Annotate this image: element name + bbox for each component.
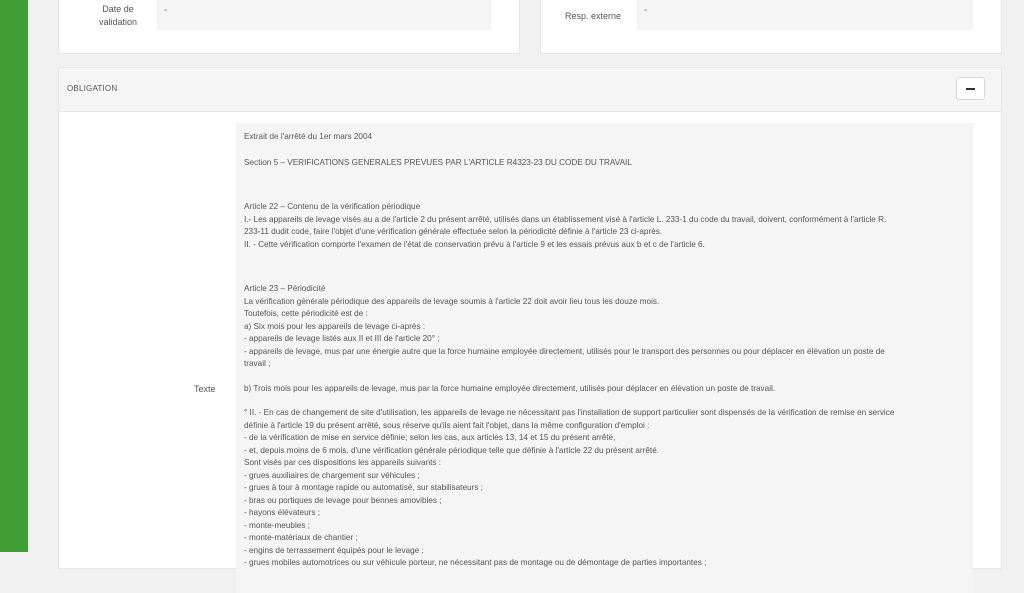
text-line: - grues mobiles automotrices ou sur véhicule porteur, ne nécessitant pas de montage ou de démontage de parties importantes ; [244, 558, 707, 567]
text-line: - monte-meubles ; [244, 520, 310, 530]
text-line: - grues à tour à montage rapide ou automatisé, sur stabilisateurs ; [244, 483, 483, 492]
collapse-button[interactable] [956, 77, 985, 100]
text-line: La vérification générale périodique des appareils de levage soumis à l'article 22 doit avoir lieu tous les douze mois. [244, 296, 660, 306]
obligation-header [59, 68, 1001, 112]
text-line: - et, depuis moins de 6 mois, d'une vérification générale périodique telle que définie à l'article 22 du présent arrêté. [244, 445, 660, 455]
validation-date-value: - [157, 0, 491, 30]
text-line: 233-11 dudit code, faire l'objet d'une vérification générale effectuée selon la périodicité définie à l'article 23 ci-après. [244, 227, 663, 236]
obligation-text-area [236, 123, 973, 593]
text-line: I.- Les appareils de levage visés au a de l'article 2 du présent arrêté, utilisés dans un établissement visé à l'article L. 233-1 du code du travail, doivent, conformément à l'article R. [244, 214, 887, 224]
minus-icon [966, 88, 975, 90]
text-line: Section 5 – VERIFICATIONS GENERALES PREVUES PAR L'ARTICLE R4323-23 DU CODE DU TRAVAIL [244, 157, 632, 167]
text-line: - engins de terrassement équipés pour le levage ; [244, 545, 424, 555]
text-line: b) Trois mois pour les appareils de levage, mus par la force humaine employée directement, utilisés pour déplacer en élévation un poste de travail. [244, 383, 776, 393]
text-line: définie à l'article 19 du présent arrêté, sous réserve qu'ils aient fait l'objet, dans la même configuration d'emploi : [244, 420, 650, 430]
text-line: Toutefois, cette périodicité est de : [244, 309, 368, 318]
left-accent-bar [0, 0, 28, 552]
text-line: - bras ou portiques de levage pour bennes amovibles ; [244, 495, 442, 505]
text-line: - appareils de levage listés aux II et III de l'article 20° ; [244, 334, 440, 343]
text-line: a) Six mois pour les appareils de levage ci-après : [244, 321, 426, 331]
texte-label: Texte [194, 384, 216, 394]
obligation-panel [58, 67, 1002, 569]
external-resp-card [540, 0, 1002, 54]
external-resp-value: - [637, 0, 973, 30]
validation-date-card [58, 0, 520, 54]
text-line: II. - Cette vérification comporte l'examen de l'état de conservation prévu à l'article 9 et les essais prévus aux b et c de l'article 6. [244, 239, 705, 249]
text-line: Article 22 – Contenu de la vérification périodique [244, 202, 421, 211]
text-line: - grues auxiliaires de chargement sur véhicules ; [244, 470, 420, 480]
obligation-title: OBLIGATION [67, 84, 118, 93]
text-line: - de la vérification de mise en service définie; selon les cas, aux articles 13, 14 et 15 du présent arrêté, [244, 433, 616, 442]
text-line: Sont visés par ces dispositions les appareils suivants : [244, 458, 442, 467]
text-line: Extrait de l'arrêté du 1er mars 2004 [244, 132, 373, 141]
text-line: Article 23 – Périodicité [244, 284, 326, 293]
text-line: - hayons élévateurs ; [244, 508, 321, 517]
text-line: - monte-matériaux de chantier ; [244, 533, 358, 542]
validation-date-label: Date de validation [98, 4, 138, 27]
text-line: travail ; [244, 359, 271, 368]
external-resp-label: Resp. externe [564, 11, 622, 21]
text-line: ° II. - En cas de changement de site d'utilisation, les appareils de levage ne nécessitant pas l'installation de support particulier sont dispensés de la vérification de remise en service [244, 408, 895, 417]
text-line: - appareils de levage, mus par une énergie autre que la force humaine employée directement, utilisés pour le transport des personnes ou pour déplacer en élévation un poste de [244, 346, 885, 356]
